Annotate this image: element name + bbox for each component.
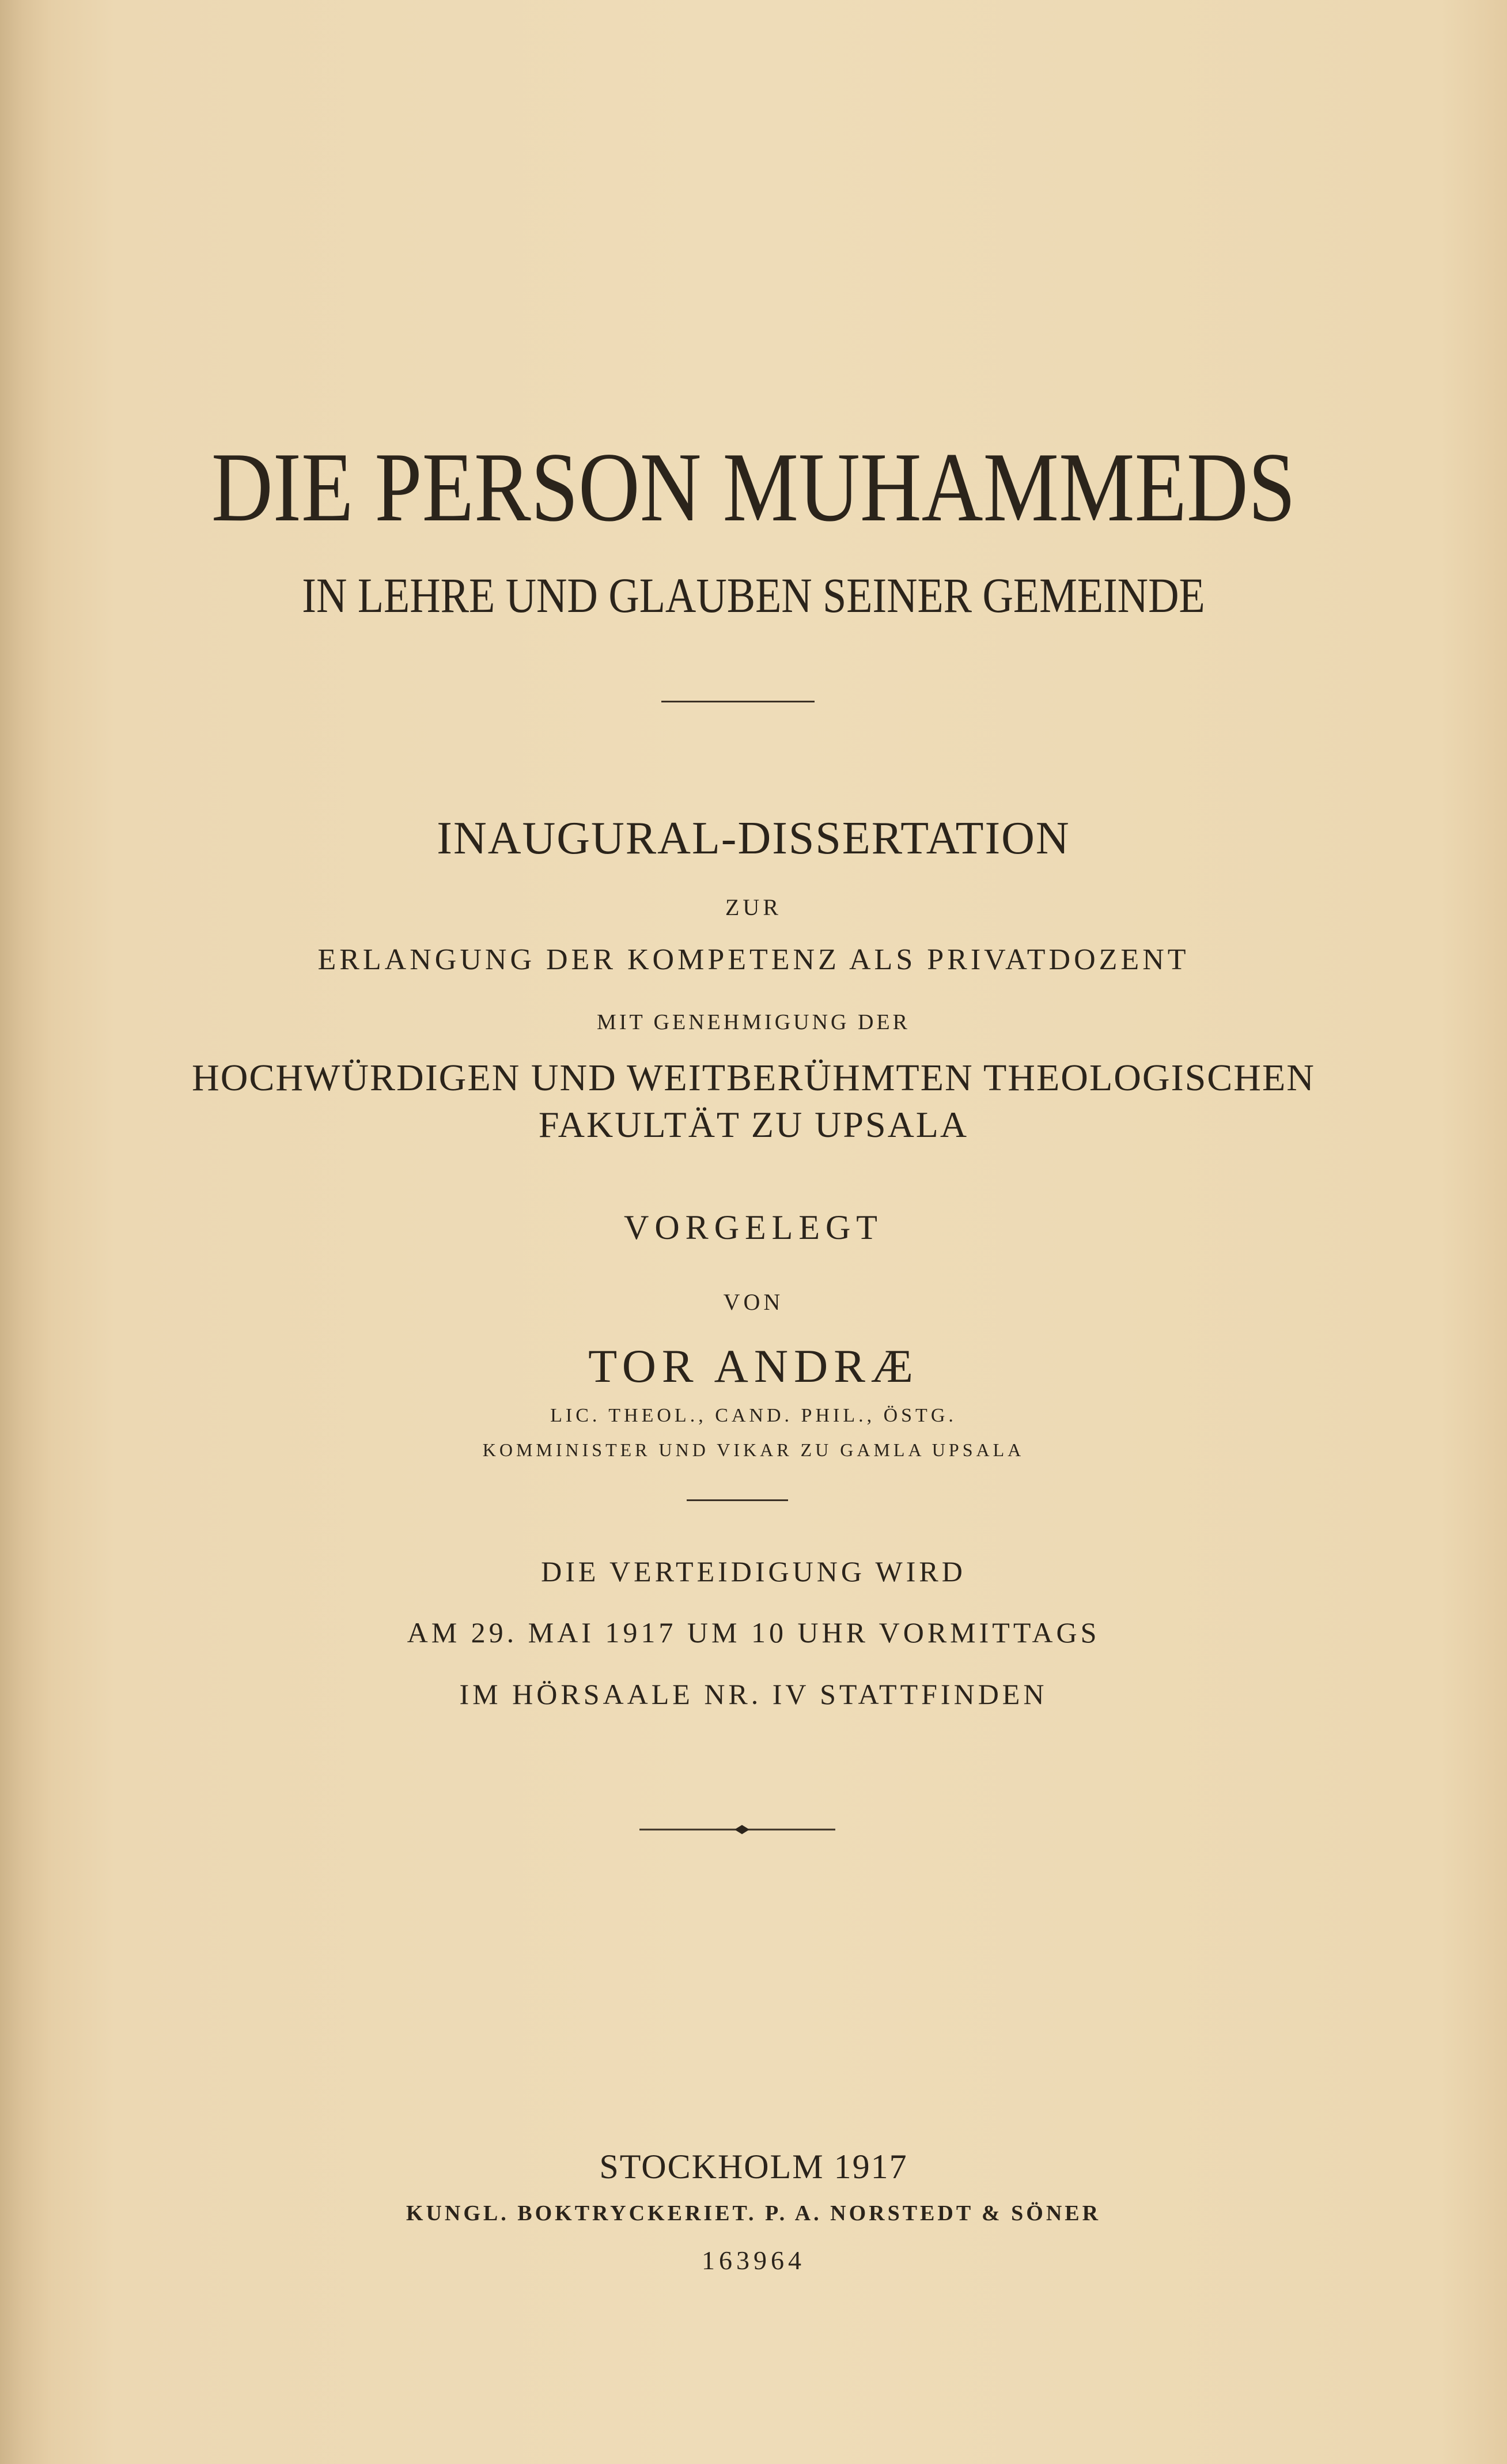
book-title: DIE PERSON MUHAMMEDS bbox=[211, 433, 1296, 542]
author-name: TOR ANDRÆ bbox=[588, 1340, 919, 1392]
faculty-line-1: HOCHWÜRDIGEN UND WEITBERÜHMTEN THEOLOGISCHEN bbox=[192, 1057, 1315, 1099]
dissertation-approval: MIT GENEHMIGUNG DER bbox=[597, 1010, 910, 1034]
imprint-number: 163964 bbox=[702, 2246, 805, 2275]
imprint-place-year: STOCKHOLM 1917 bbox=[599, 2148, 908, 2186]
faculty-line-2: FAKULTÄT ZU UPSALA bbox=[538, 1104, 969, 1145]
book-subtitle: IN LEHRE UND GLAUBEN SEINER GEMEINDE bbox=[302, 568, 1205, 623]
dissertation-purpose: ERLANGUNG DER KOMPETENZ ALS PRIVATDOZENT bbox=[317, 943, 1190, 976]
defense-line-2: AM 29. MAI 1917 UM 10 UHR VORMITTAGS bbox=[407, 1616, 1100, 1649]
ornament-divider-icon bbox=[639, 1818, 835, 1841]
dissertation-zur: ZUR bbox=[725, 894, 782, 920]
imprint-printer: KUNGL. BOKTRYCKERIET. P. A. NORSTEDT & SÖNER bbox=[406, 2201, 1101, 2225]
vorgelegt-label: VORGELEGT bbox=[624, 1208, 883, 1246]
defense-line-3: IM HÖRSAALE NR. IV STATTFINDEN bbox=[459, 1678, 1048, 1710]
von-label: VON bbox=[723, 1289, 784, 1315]
author-qualifications: LIC. THEOL., CAND. PHIL., ÖSTG. bbox=[550, 1405, 957, 1426]
divider-rule-middle bbox=[687, 1499, 788, 1501]
author-position: KOMMINISTER UND VIKAR ZU GAMLA UPSALA bbox=[482, 1439, 1025, 1460]
dissertation-heading: INAUGURAL-DISSERTATION bbox=[437, 813, 1070, 864]
divider-rule-top bbox=[661, 701, 815, 702]
defense-line-1: DIE VERTEIDIGUNG WIRD bbox=[541, 1555, 966, 1588]
